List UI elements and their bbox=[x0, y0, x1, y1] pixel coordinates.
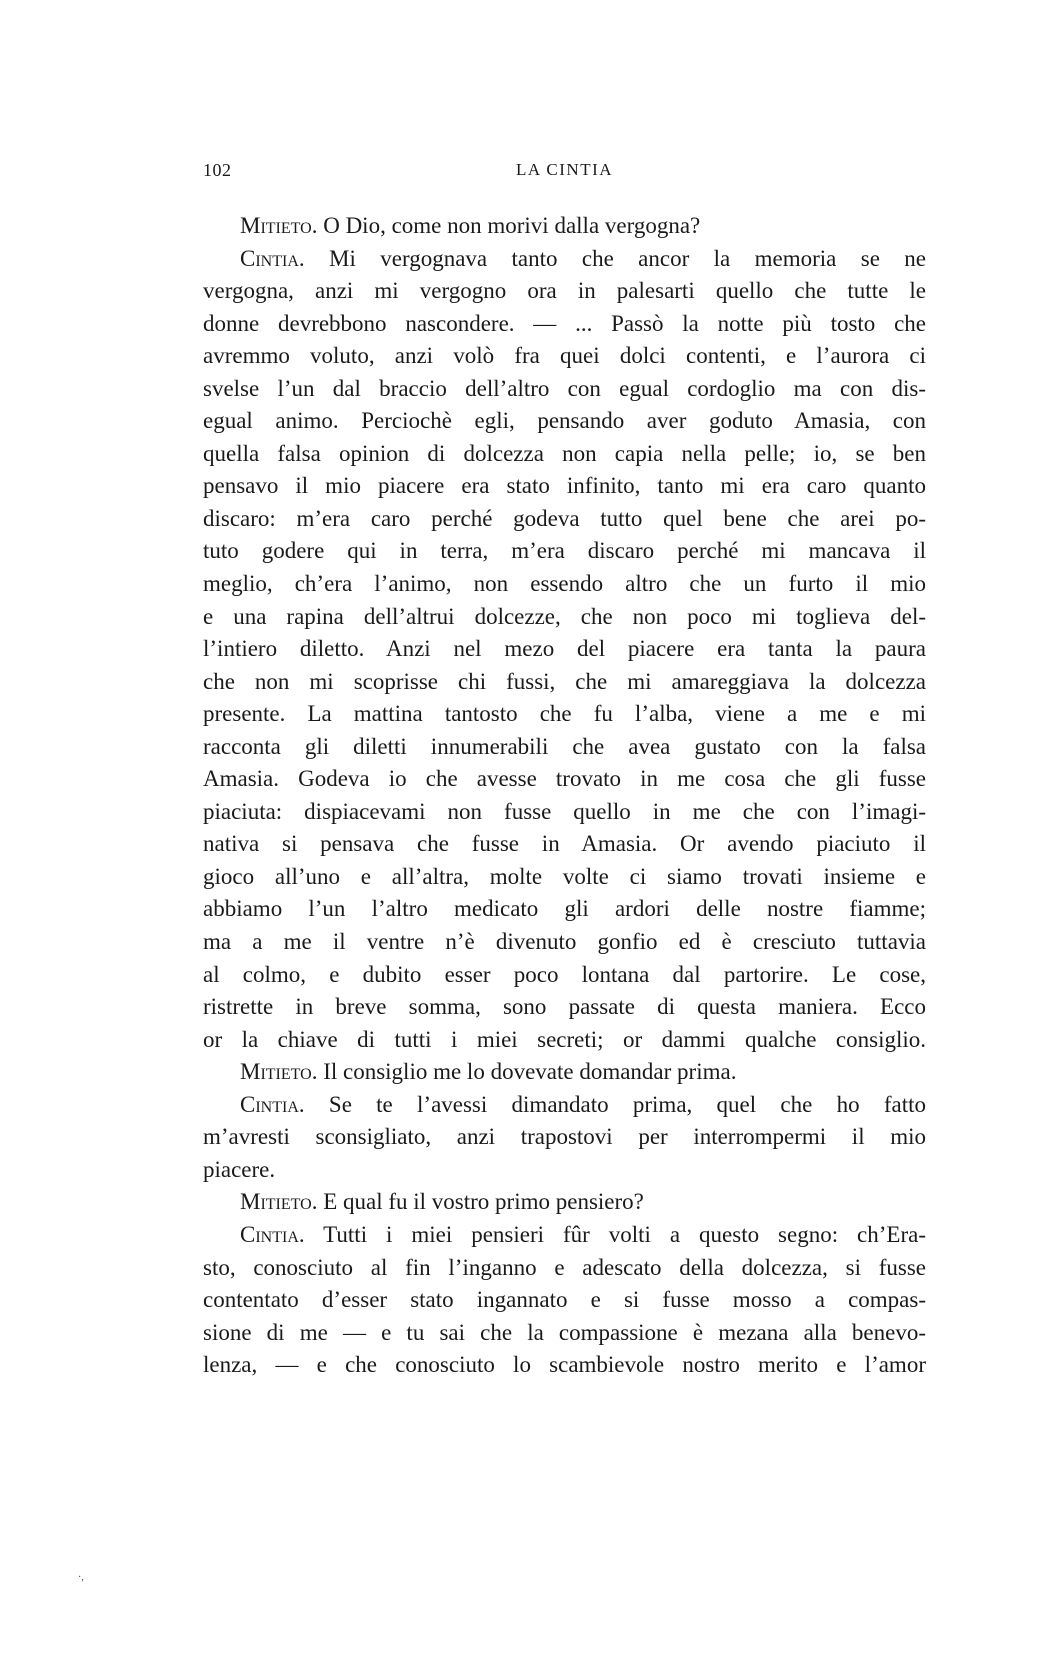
scan-speck: ·, bbox=[78, 1572, 84, 1583]
text-line bbox=[203, 275, 926, 308]
text-line bbox=[203, 535, 926, 568]
text-line bbox=[203, 243, 926, 276]
line-text: avremmo voluto, anzi volò fra quei dolci contenti, e l’aurora ci bbox=[203, 343, 926, 369]
line-text: piacere. bbox=[203, 1156, 276, 1182]
speaker-name: Cintia. bbox=[240, 1221, 305, 1247]
text-line bbox=[203, 861, 926, 894]
text-line bbox=[203, 1317, 926, 1350]
text-line bbox=[203, 1349, 926, 1382]
line-text: contentato d’esser stato ingannato e si fusse mosso a compas- bbox=[203, 1287, 926, 1313]
speaker-name: Mitieto. bbox=[240, 1189, 318, 1215]
line-text: tuto godere qui in terra, m’era discaro perché mi mancava il bbox=[203, 538, 926, 564]
line-text: discaro: m’era caro perché godeva tutto quel bene che arei po- bbox=[203, 505, 926, 531]
line-text: m’avresti sconsigliato, anzi trapostovi per interrompermi il mio bbox=[203, 1124, 926, 1150]
running-head bbox=[203, 160, 926, 190]
text-line bbox=[203, 893, 926, 926]
text-line bbox=[203, 1154, 926, 1187]
line-text: Tutti i miei pensieri fûr volti a questo segno: ch’Era- bbox=[304, 1221, 926, 1247]
text-line bbox=[203, 1284, 926, 1317]
line-text: lenza, — e che conosciuto lo scambievole nostro merito e l’amor bbox=[203, 1352, 926, 1378]
line-text: gioco all’uno e all’altra, molte volte ci siamo trovati insieme e bbox=[203, 863, 926, 889]
text-line bbox=[203, 796, 926, 829]
text-line bbox=[203, 1089, 926, 1122]
line-text: pensavo il mio piacere era stato infinito, tanto mi era caro quanto bbox=[203, 473, 926, 499]
line-text: presente. La mattina tantosto che fu l’alba, viene a me e mi bbox=[203, 701, 926, 727]
line-text: quella falsa opinion di dolcezza non capia nella pelle; io, se ben bbox=[203, 440, 926, 466]
line-text: svelse l’un dal braccio dell’altro con egual cordoglio ma con dis- bbox=[203, 375, 926, 401]
text-line bbox=[203, 763, 926, 796]
line-text: Amasia. Godeva io che avesse trovato in me cosa che gli fusse bbox=[203, 766, 926, 792]
line-text: racconta gli diletti innumerabili che avea gustato con la falsa bbox=[203, 733, 926, 759]
line-text: Il consiglio me lo dovevate domandar prima. bbox=[317, 1059, 737, 1085]
text-line bbox=[203, 1056, 926, 1089]
speaker-name: Mitieto. bbox=[240, 1059, 318, 1085]
speaker-name: Mitieto. bbox=[240, 213, 318, 238]
text-line bbox=[203, 503, 926, 536]
speaker-name: Cintia. bbox=[240, 1091, 305, 1117]
line-text: vergogna, anzi mi vergogno ora in palesarti quello che tutte le bbox=[203, 278, 926, 304]
text-line bbox=[203, 1219, 926, 1252]
line-text: l’intiero diletto. Anzi nel mezo del piacere era tanta la paura bbox=[203, 636, 926, 662]
line-text: ristrette in breve somma, sono passate di questa maniera. Ecco bbox=[203, 994, 926, 1020]
text-line bbox=[203, 210, 926, 243]
text-line bbox=[203, 959, 926, 992]
line-text: sione di me — e tu sai che la compassione è mezana alla benevo- bbox=[203, 1319, 926, 1345]
text-line bbox=[203, 1252, 926, 1285]
line-text: sto, conosciuto al fin l’inganno e adescato della dolcezza, si fusse bbox=[203, 1254, 926, 1280]
line-text: ma a me il ventre n’è divenuto gonfio ed è cresciuto tuttavia bbox=[203, 929, 926, 955]
text-line bbox=[203, 1121, 926, 1154]
line-text: Mi vergognava tanto che ancor la memoria se ne bbox=[304, 245, 926, 271]
text-line bbox=[203, 308, 926, 341]
text-line bbox=[203, 698, 926, 731]
text-line bbox=[203, 601, 926, 634]
line-text: or la chiave di tutti i miei secreti; or dammi qualche consiglio. bbox=[203, 1026, 926, 1052]
text-line bbox=[203, 666, 926, 699]
line-text: che non mi scoprisse chi fussi, che mi amareggiava la dolcezza bbox=[203, 668, 926, 694]
text-line bbox=[203, 340, 926, 373]
text-line bbox=[203, 926, 926, 959]
text-line bbox=[203, 373, 926, 406]
line-text: Se te l’avessi dimandato prima, quel che ho fatto bbox=[304, 1091, 926, 1117]
text-line bbox=[203, 438, 926, 471]
line-text: e una rapina dell’altrui dolcezze, che non poco mi toglieva del- bbox=[203, 603, 926, 629]
text-line bbox=[203, 568, 926, 601]
text-line bbox=[203, 991, 926, 1024]
page-number: 102 bbox=[203, 160, 232, 180]
body-text bbox=[203, 210, 926, 1382]
text-line bbox=[203, 1024, 926, 1057]
line-text: piaciuta: dispiacevami non fusse quello in me che con l’imagi- bbox=[203, 798, 926, 824]
text-line bbox=[203, 633, 926, 666]
line-text: O Dio, come non morivi dalla vergogna? bbox=[317, 213, 701, 238]
speaker-name: Cintia. bbox=[240, 245, 305, 271]
line-text: egual animo. Perciochè egli, pensando aver goduto Amasia, con bbox=[203, 408, 926, 434]
line-text: meglio, ch’era l’animo, non essendo altro che un furto il mio bbox=[203, 571, 926, 597]
running-title: LA CINTIA bbox=[515, 160, 614, 179]
line-text: al colmo, e dubito esser poco lontana dal partorire. Le cose, bbox=[203, 961, 926, 987]
text-line bbox=[203, 1186, 926, 1219]
line-text: nativa si pensava che fusse in Amasia. Or avendo piaciuto il bbox=[203, 831, 926, 857]
line-text: abbiamo l’un l’altro medicato gli ardori delle nostre fiamme; bbox=[203, 896, 926, 922]
text-line bbox=[203, 828, 926, 861]
text-line bbox=[203, 470, 926, 503]
line-text: E qual fu il vostro primo pensiero? bbox=[317, 1189, 644, 1215]
text-line bbox=[203, 405, 926, 438]
text-line bbox=[203, 731, 926, 764]
line-text: donne devrebbono nascondere. — ... Passò la notte più tosto che bbox=[203, 310, 926, 336]
